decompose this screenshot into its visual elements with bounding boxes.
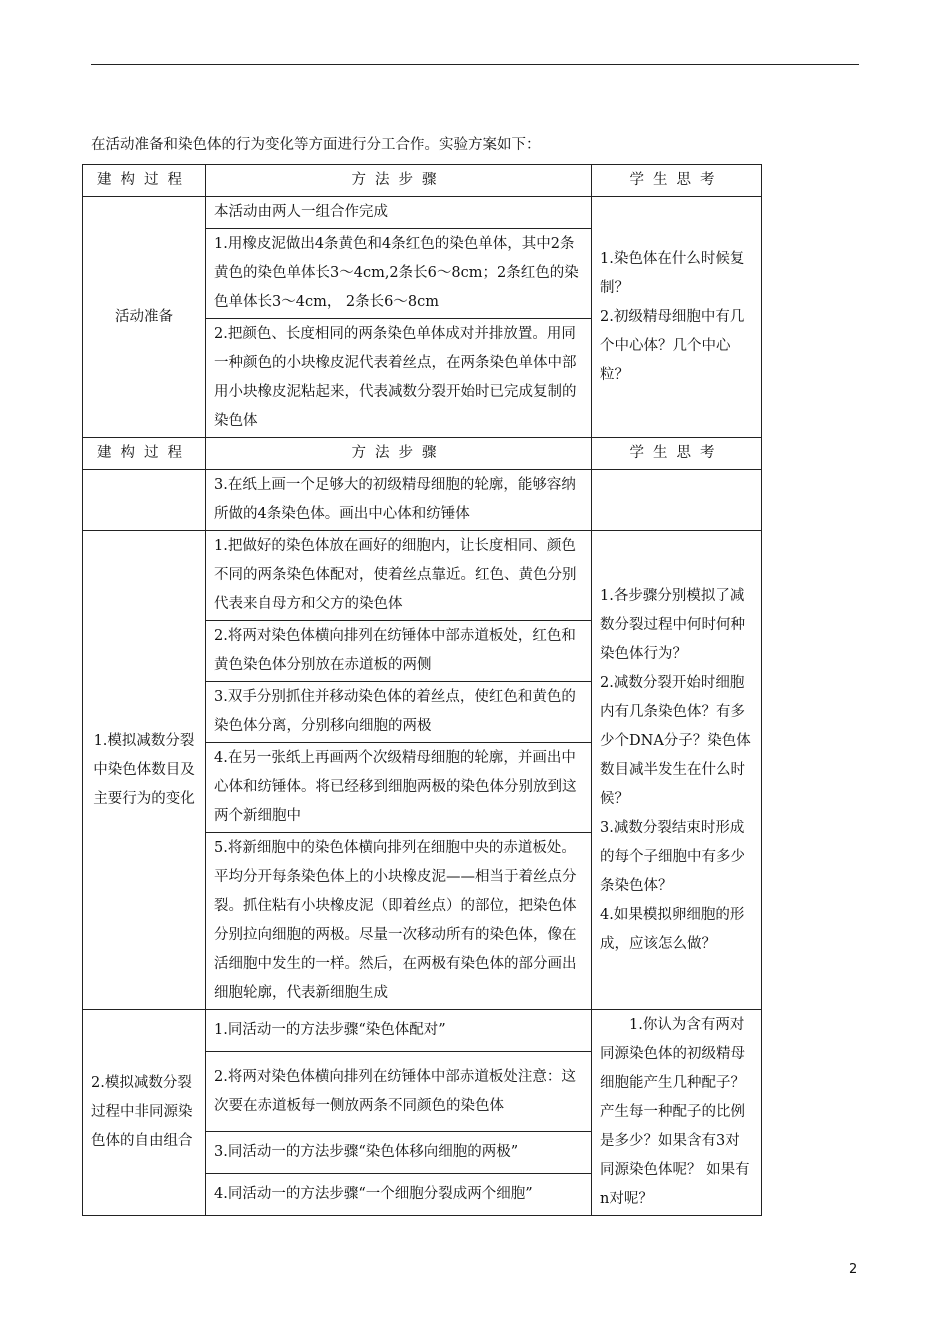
method-step: 1.把做好的染色体放在画好的细胞内，让长度相同、颜色不同的两条染色体配对，使着丝点靠近。红色、黄色分别代表来自母方和父方的染色体 — [206, 531, 592, 621]
header-method-steps: 方法步骤 — [206, 165, 592, 197]
header-method-steps: 方法步骤 — [206, 438, 592, 470]
table-row — [83, 531, 762, 621]
table-row — [83, 1010, 762, 1052]
intro-text: 在活动准备和染色体的行为变化等方面进行分工合作。实验方案如下： — [91, 137, 541, 153]
student-thinking-2 — [592, 1010, 762, 1216]
header-student-thinking: 学生思考 — [592, 438, 762, 470]
method-step: 2.将两对染色体横向排列在纺锤体中部赤道板处，红色和黄色染色体分别放在赤道板的两侧 — [206, 621, 592, 682]
table-header-row — [83, 165, 762, 197]
method-step: 本活动由两人一组合作完成 — [206, 197, 592, 229]
method-step: 2.将两对染色体横向排列在纺锤体中部赤道板处注意：这次要在赤道板每一侧放两条不同颜色的染色体 — [206, 1051, 592, 1131]
experiment-plan-table — [82, 164, 762, 1216]
header-student-thinking: 学生思考 — [592, 165, 762, 197]
section-label-prep: 活动准备 — [83, 197, 206, 438]
table-row — [83, 470, 762, 531]
method-step: 4.同活动一的方法步骤“一个细胞分裂成两个细胞” — [206, 1174, 592, 1216]
page-number: 2 — [849, 1262, 858, 1277]
method-step: 3.同活动一的方法步骤“染色体移向细胞的两极” — [206, 1132, 592, 1174]
section-label-empty — [83, 470, 206, 531]
student-thinking-empty — [592, 470, 762, 531]
method-step: 4.在另一张纸上再画两个次级精母细胞的轮廓，并画出中心体和纺锤体。将已经移到细胞两极的染色体分别放到这两个新细胞中 — [206, 743, 592, 833]
method-step: 2.把颜色、长度相同的两条染色单体成对并排放置。用同一种颜色的小块橡皮泥代表着丝点，在两条染色单体中部用小块橡皮泥粘起来，代表减数分裂开始时已完成复制的染色体 — [206, 319, 592, 438]
section-label-1: 1.模拟减数分裂中染色体数目及主要行为的变化 — [83, 531, 206, 1010]
table-header-row — [83, 438, 762, 470]
method-step: 1.同活动一的方法步骤“染色体配对” — [206, 1010, 592, 1052]
method-step: 3.双手分别抓住并移动染色体的着丝点，使红色和黄色的染色体分离，分别移向细胞的两极 — [206, 682, 592, 743]
header-construction-process: 建构过程 — [83, 165, 206, 197]
method-step: 3.在纸上画一个足够大的初级精母细胞的轮廓，能够容纳所做的4条染色体。画出中心体和纺锤体 — [206, 470, 592, 531]
table-row — [83, 197, 762, 229]
header-rule — [91, 64, 859, 65]
thinking-text: 1.各步骤分别模拟了减数分裂过程中何时何种染色体行为？ 2.减数分裂开始时细胞内有几条染色体？有多少个DNA分子？染色体数目减半发生在什么时候？ 3.减数分裂结束时形成的每个子细胞中有多少条染色体？ 4.如果模拟卵细胞的形成，应该怎么做？ — [600, 587, 751, 952]
student-thinking-prep — [592, 197, 762, 438]
section-label-2: 2.模拟减数分裂过程中非同源染色体的自由组合 — [83, 1010, 206, 1216]
method-step: 1.用橡皮泥做出4条黄色和4条红色的染色单体，其中2条黄色的染色单体长3～4cm,2条长6～8cm；2条红色的染色单体长3～4cm， 2条长6～8cm — [206, 229, 592, 319]
header-construction-process: 建构过程 — [83, 438, 206, 470]
thinking-text: 1.染色体在什么时候复制？ 2.初级精母细胞中有几个中心体？几个中心粒？ — [600, 250, 745, 383]
method-step: 5.将新细胞中的染色体横向排列在细胞中央的赤道板处。平均分开每条染色体上的小块橡皮泥——相当于着丝点分裂。抓住粘有小块橡皮泥（即着丝点）的部位，把染色体分别拉向细胞的两极。尽量一次移动所有的染色体，像在活细胞中发生的一样。然后，在两极有染色体的部分画出细胞轮廓，代表新细胞生成 — [206, 833, 592, 1010]
thinking-text: 1.你认为含有两对同源染色体的初级精母细胞能产生几种配子？产生每一种配子的比例是多少？如果含有3对同源染色体呢？ 如果有n对呢？ — [600, 1017, 750, 1207]
student-thinking-1 — [592, 531, 762, 1010]
